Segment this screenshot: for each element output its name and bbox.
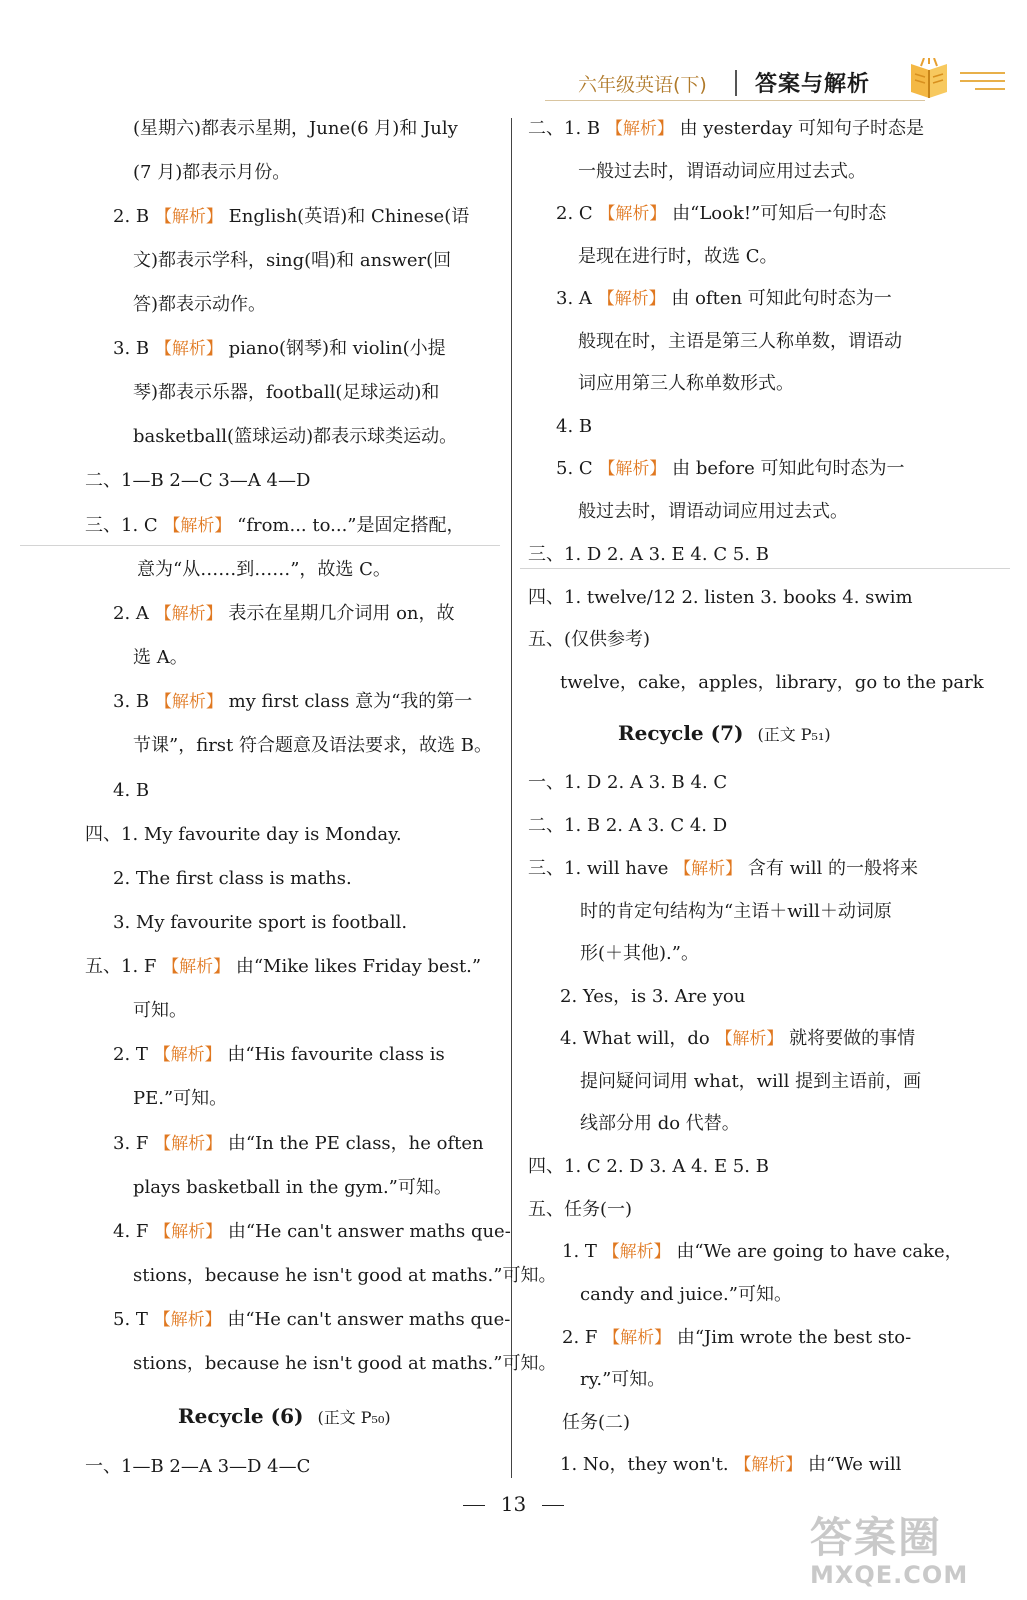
answer-text: 2. A: [113, 603, 155, 624]
answer-line: [578, 373, 794, 395]
answer-line: [113, 691, 472, 713]
analysis-tag: 【解析】: [154, 1222, 223, 1242]
answer-line: [580, 1071, 921, 1093]
answer-line: [528, 1156, 769, 1178]
answer-line: [556, 458, 905, 480]
answer-line: [85, 470, 310, 492]
header-deco-line: [960, 80, 1005, 82]
analysis-tag: 【解析】: [154, 692, 223, 712]
answer-line: [113, 912, 407, 934]
analysis-tag: 【解析】: [154, 207, 223, 227]
answer-text: 一、1. D 2. A 3. B 4. C: [528, 772, 728, 793]
scan-artifact: [520, 568, 1010, 569]
answer-text: 3. My favourite sport is football.: [113, 912, 408, 933]
answer-text: 般现在时，主语是第三人称单数，谓语动: [578, 331, 902, 352]
analysis-tag: 【解析】: [674, 859, 743, 879]
answer-text: 3. F: [113, 1133, 155, 1154]
page-number-dash: [463, 1505, 485, 1506]
answer-line: [113, 780, 149, 802]
answer-text: 由“He can't answer maths que-: [221, 1309, 511, 1330]
answer-text: 由“Look!”可知后一句时态: [666, 203, 887, 224]
analysis-tag: 【解析】: [598, 204, 667, 224]
answer-text: 就将要做的事情: [783, 1028, 916, 1049]
answer-text: 文)都表示学科，sing(唱)和 answer(回: [133, 250, 452, 271]
answer-text: 3. A: [556, 288, 598, 309]
scan-artifact: [20, 545, 500, 546]
answer-line: [113, 1221, 511, 1243]
answer-text: 5. T: [113, 1309, 154, 1330]
answer-text: 由 often 可知此句时态为一: [665, 288, 892, 309]
answer-text: 是现在进行时，故选 C。: [578, 246, 778, 267]
answer-line: [133, 162, 290, 184]
section-heading: Recycle (7): [618, 721, 744, 745]
answer-text: 三、1. will have: [528, 858, 675, 879]
answer-line: [133, 382, 439, 404]
answer-text: my first class 意为“我的第一: [222, 691, 473, 712]
answer-text: 4. B: [556, 416, 593, 437]
answer-text: 三、1. C: [85, 515, 164, 536]
section-page-ref: (正文 P₅₁): [757, 725, 831, 744]
answer-line: [560, 986, 745, 1008]
header-subtitle: 六年级英语(下): [578, 74, 707, 96]
answer-text: plays basketball in the gym.”可知。: [133, 1177, 452, 1198]
answer-text: 由“He can't answer maths que-: [222, 1221, 511, 1242]
answer-text: 由“We are going to have cake，: [670, 1241, 963, 1262]
analysis-tag: 【解析】: [153, 1310, 222, 1330]
watermark: [810, 1505, 968, 1589]
answer-line: [133, 1353, 556, 1375]
header-separator: [735, 70, 737, 96]
answer-text: 二、1. B: [528, 118, 606, 139]
answer-line: [85, 956, 481, 978]
answer-text: 2. T: [113, 1044, 154, 1065]
answer-text: 三、1. D 2. A 3. E 4. C 5. B: [528, 544, 769, 565]
answer-text: 表示在星期几介词用 on，故: [222, 603, 455, 624]
analysis-tag: 【解析】: [154, 604, 223, 624]
answer-text: 五、任务(一): [528, 1199, 633, 1220]
answer-line: [528, 815, 727, 837]
answer-line: [133, 426, 457, 448]
answer-text: 时的肯定句结构为“主语＋will＋动词原: [580, 901, 892, 922]
answer-line: [562, 1327, 911, 1349]
analysis-tag: 【解析】: [597, 289, 666, 309]
answer-line: [528, 858, 918, 880]
answer-text: 2. C: [556, 203, 599, 224]
answer-text: 由 yesterday 可知句子时态是: [673, 118, 924, 139]
section-title: [178, 1405, 391, 1429]
answer-text: stions，because he isn't good at maths.”可知。: [133, 1265, 557, 1286]
answer-text: 节课”，first 符合题意及语法要求，故选 B。: [133, 735, 492, 756]
header-deco-line: [960, 72, 1005, 74]
answer-text: 般过去时，谓语动词应用过去式。: [578, 501, 848, 522]
answer-text: (7 月)都表示月份。: [133, 162, 291, 183]
header-deco-line: [975, 88, 1005, 90]
answer-line: [562, 1412, 630, 1434]
answer-text: 由 before 可知此句时态为一: [666, 458, 905, 479]
answer-text: 琴)都表示乐器，football(足球运动)和: [133, 382, 440, 403]
answer-line: [580, 1113, 740, 1135]
answer-line: [528, 772, 727, 794]
answer-line: [528, 587, 913, 609]
analysis-tag: 【解析】: [154, 339, 223, 359]
answer-text: 五、(仅供参考): [528, 629, 651, 650]
answer-text: 2. Yes，is 3. Are you: [560, 986, 746, 1007]
analysis-tag: 【解析】: [598, 459, 667, 479]
page-header: [0, 0, 1027, 110]
header-title: 答案与解析: [755, 72, 871, 97]
answer-text: 四、1. C 2. D 3. A 4. E 5. B: [528, 1156, 769, 1177]
answer-line: [560, 1454, 901, 1476]
answer-line: [578, 501, 848, 523]
answer-text: candy and juice.”可知。: [580, 1284, 792, 1305]
answer-text: English(英语)和 Chinese(语: [222, 206, 470, 227]
answer-text: (星期六)都表示星期，June(6 月)和 July: [133, 118, 458, 139]
answer-text: 意为“从……到……”，故选 C。: [137, 559, 391, 580]
analysis-tag: 【解析】: [603, 1328, 672, 1348]
page-number-dash: [542, 1505, 564, 1506]
answer-line: [113, 868, 352, 890]
answer-line: [578, 161, 866, 183]
answer-text: 答)都表示动作。: [133, 294, 267, 315]
answer-line: [560, 672, 984, 694]
page-number-text: 13: [500, 1492, 527, 1516]
analysis-tag: 【解析】: [153, 1045, 222, 1065]
answer-text: 5. C: [556, 458, 599, 479]
section-page-ref: (正文 P₅₀): [317, 1408, 391, 1427]
answer-text: 二、1. B 2. A 3. C 4. D: [528, 815, 728, 836]
answer-line: [113, 206, 469, 228]
answer-line: [528, 544, 769, 566]
answer-text: basketball(篮球运动)都表示球类运动。: [133, 426, 458, 447]
analysis-tag: 【解析】: [154, 1134, 223, 1154]
answer-text: 词应用第三人称单数形式。: [578, 373, 794, 394]
watermark-line-1: 答案圈: [810, 1513, 943, 1562]
answer-text: 2. B: [113, 206, 155, 227]
answer-text: 一、1—B 2—A 3—D 4—C: [85, 1456, 311, 1477]
section-heading: Recycle (6): [178, 1404, 304, 1428]
answer-line: [580, 901, 892, 923]
answer-text: piano(钢琴)和 violin(小提: [222, 338, 446, 359]
answer-line: [556, 203, 886, 225]
answer-text: 由“In the PE class，he often: [222, 1133, 484, 1154]
answer-text: 2. The first class is maths.: [113, 868, 352, 889]
answer-text: 线部分用 do 代替。: [580, 1113, 740, 1134]
answer-text: 四、1. My favourite day is Monday.: [85, 824, 402, 845]
analysis-tag: 【解析】: [734, 1455, 803, 1475]
section-title: [618, 722, 831, 746]
answer-line: [137, 559, 391, 581]
answer-line: [113, 338, 446, 360]
answer-text: PE.”可知。: [133, 1088, 228, 1109]
answer-line: [133, 250, 451, 272]
answer-line: [133, 1000, 187, 1022]
analysis-tag: 【解析】: [715, 1029, 784, 1049]
answer-text: 3. B: [113, 338, 155, 359]
answer-text: 1. T: [562, 1241, 603, 1262]
answer-text: 由“Jim wrote the best sto-: [671, 1327, 912, 1348]
answer-text: 可知。: [133, 1000, 187, 1021]
answer-text: ry.”可知。: [580, 1369, 666, 1390]
answer-line: [133, 1177, 452, 1199]
answer-text: twelve，cake，apples，library，go to the park: [560, 672, 984, 693]
answer-text: 五、1. F: [85, 956, 163, 977]
answer-line: [578, 331, 902, 353]
answer-line: [133, 294, 266, 316]
answer-line: [133, 735, 492, 757]
answer-text: 1. No，they won't.: [560, 1454, 735, 1475]
answer-line: [528, 1199, 632, 1221]
answer-text: 4. B: [113, 780, 150, 801]
answer-line: [113, 1133, 484, 1155]
answer-text: 一般过去时，谓语动词应用过去式。: [578, 161, 866, 182]
answer-text: 4. What will，do: [560, 1028, 716, 1049]
book-logo-icon: [905, 58, 953, 100]
answer-line: [113, 1309, 510, 1331]
answer-line: [528, 118, 924, 140]
answer-text: 提问疑问词用 what，will 提到主语前，画: [580, 1071, 922, 1092]
answer-line: [556, 416, 592, 438]
answer-line: [133, 118, 458, 140]
answer-line: [85, 1456, 310, 1478]
answer-text: 由“His favourite class is: [221, 1044, 445, 1065]
answer-line: [562, 1241, 963, 1263]
answer-line: [560, 1028, 915, 1050]
answer-line: [85, 824, 402, 846]
analysis-tag: 【解析】: [605, 119, 674, 139]
answer-text: 4. F: [113, 1221, 155, 1242]
answer-text: 形(＋其他).”。: [580, 943, 699, 964]
analysis-tag: 【解析】: [163, 516, 232, 536]
answer-line: [580, 943, 699, 965]
watermark-line-2: MXQE.COM: [810, 1561, 969, 1589]
answer-line: [528, 629, 650, 651]
answer-text: 四、1. twelve/12 2. listen 3. books 4. swim: [528, 587, 913, 608]
answer-line: [556, 288, 892, 310]
answer-text: 3. B: [113, 691, 155, 712]
answer-line: [578, 246, 778, 268]
answer-line: [133, 647, 188, 669]
analysis-tag: 【解析】: [162, 957, 231, 977]
analysis-tag: 【解析】: [602, 1242, 671, 1262]
answer-text: 由“We will: [802, 1454, 902, 1475]
answer-line: [113, 1044, 445, 1066]
answer-text: 任务(二): [562, 1412, 631, 1433]
header-underline: [545, 100, 925, 101]
answer-text: 二、1—B 2—C 3—A 4—D: [85, 470, 311, 491]
answer-line: [113, 603, 455, 625]
answer-line: [580, 1284, 792, 1306]
answer-line: [133, 1088, 227, 1110]
answer-line: [580, 1369, 665, 1391]
answer-text: 含有 will 的一般将来: [742, 858, 919, 879]
answer-line: [85, 515, 465, 537]
answer-text: stions，because he isn't good at maths.”可知。: [133, 1353, 557, 1374]
answer-text: 由“Mike likes Friday best.”: [230, 956, 482, 977]
answer-text: 2. F: [562, 1327, 604, 1348]
answer-text: 选 A。: [133, 647, 188, 668]
answer-line: [133, 1265, 556, 1287]
answer-text: “from... to...”是固定搭配，: [231, 515, 465, 536]
